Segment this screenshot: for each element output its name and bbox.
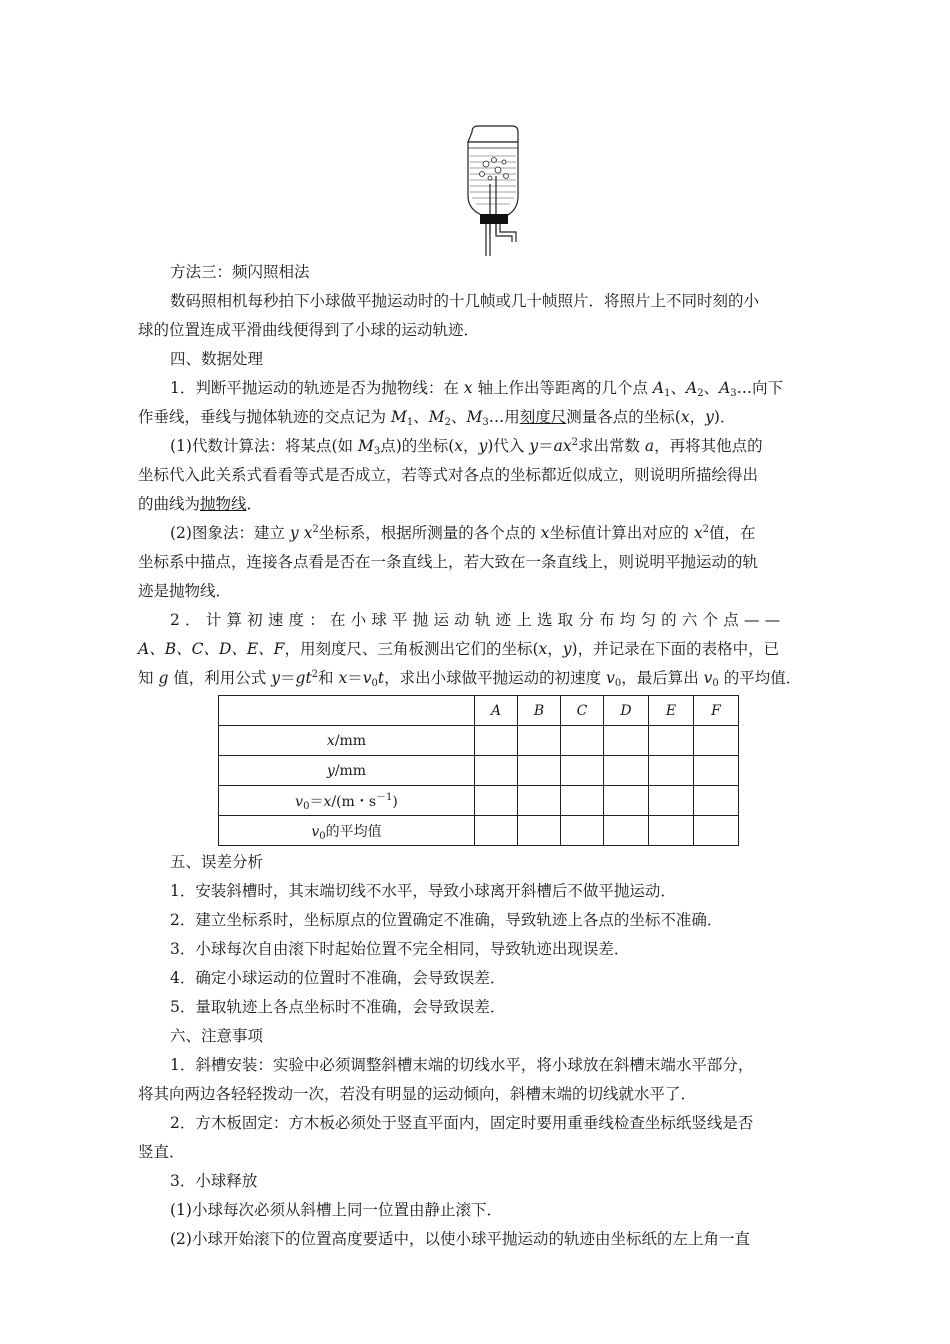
algebra-line2: 坐标代入此关系式看看等式是否成立，若等式对各点的坐标都近似成立，则说明所描绘得出 — [138, 466, 759, 484]
table-header-e: E — [649, 696, 694, 726]
table-row-y — [219, 756, 739, 786]
table-cell — [561, 756, 604, 786]
table-cell — [649, 756, 694, 786]
table-cell — [561, 816, 604, 846]
error-item: 5．量取轨迹上各点坐标时不准确，会导致误差． — [170, 998, 506, 1016]
table-cell — [561, 786, 604, 816]
data-table — [218, 695, 739, 846]
table-cell — [518, 756, 561, 786]
table-cell — [694, 726, 739, 756]
table-cell — [475, 786, 518, 816]
table-cell — [475, 816, 518, 846]
section4-title: 四、数据处理 — [170, 350, 264, 368]
ruler-term: 刻度尺 — [519, 408, 567, 426]
table-cell — [649, 726, 694, 756]
table-header-row — [219, 696, 739, 726]
method3-title: 方法三：频闪照相法 — [170, 263, 310, 281]
table-header-f: F — [694, 696, 739, 726]
table-cell — [694, 816, 739, 846]
item2-line3: 知 g 值，利用公式 $y=gt^2$和 $x=v_0t$，求出小球做平抛运动的初速度 $v_0$，最后算出 $v_0$ 的平均值． — [138, 669, 802, 689]
note3-item1: (1)小球每次必须从斜槽上同一位置由静止滚下． — [170, 1201, 502, 1219]
table-cell — [694, 786, 739, 816]
note1-line1: 1．斜槽安装：实验中必须调整斜槽末端的切线水平，将小球放在斜槽末端水平部分， — [170, 1056, 754, 1074]
table-cell — [604, 816, 649, 846]
method3-paragraph-line2: 球的位置连成平滑曲线便得到了小球的运动轨迹． — [138, 321, 480, 339]
section5-title: 五、误差分析 — [170, 853, 264, 871]
note3-title: 3．小球释放 — [170, 1172, 258, 1190]
item2-line1: 2．计算初速度：在小球平抛运动轨迹上选取分布均匀的六个点—— — [170, 611, 786, 629]
row-label-v0: $v_0=x/(m$・$s^{-1}$) — [219, 786, 475, 816]
document-body — [138, 258, 818, 1254]
table-header-c: C — [561, 696, 604, 726]
row-label-x: x/mm — [219, 726, 475, 756]
bottle-figure — [460, 124, 530, 264]
item1-line2: 作垂线，垂线与抛体轨迹的交点记为 $M_1$、$M_2$、$M_3\dots$用刻度尺测量各点的坐标(x，y)． — [138, 408, 736, 428]
row-label-average: $v_0$的平均值 — [219, 816, 475, 846]
table-header-d: D — [604, 696, 649, 726]
item2-line2: A、B、C、D、E、F，用刻度尺、三角板测出它们的坐标(x，y)，并记录在下面的表格中，已 — [138, 640, 780, 658]
table-row-average — [219, 816, 739, 846]
error-item: 1．安装斜槽时，其末端切线不水平，导致小球离开斜槽后不做平抛运动． — [170, 882, 676, 900]
note2-line1: 2．方木板固定：方木板必须处于竖直平面内，固定时要用重垂线检查坐标纸竖线是否 — [170, 1114, 754, 1132]
table-cell — [475, 726, 518, 756]
error-item: 4．确定小球运动的位置时不准确，会导致误差． — [170, 969, 506, 987]
table-row-v0 — [219, 786, 739, 816]
table-cell — [561, 726, 604, 756]
note1-line2: 将其向两边各轻轻拨动一次，若没有明显的运动倾向，斜槽末端的切线就水平了． — [138, 1085, 697, 1103]
table-header-b: B — [518, 696, 561, 726]
table-cell — [604, 756, 649, 786]
note2-line2: 竖直． — [138, 1143, 185, 1161]
row-label-y: y/mm — [219, 756, 475, 786]
graph-line2: 坐标系中描点，连接各点看是否在一条直线上，若大致在一条直线上，则说明平抛运动的轨 — [138, 553, 759, 571]
graph-line1: (2)图象法：建立 y $x^2$坐标系，根据所测量的各个点的 x坐标值计算出对应的 $x^2$值，在 — [170, 524, 756, 542]
table-cell — [518, 786, 561, 816]
table-row-x — [219, 726, 739, 756]
section6-title: 六、注意事项 — [170, 1027, 264, 1045]
table-cell — [649, 816, 694, 846]
error-item: 2．建立坐标系时，坐标原点的位置确定不准确，导致轨迹上各点的坐标不准确． — [170, 911, 723, 929]
table-cell — [518, 816, 561, 846]
method3-paragraph-line1: 数码照相机每秒拍下小球做平抛运动时的十几帧或几十帧照片．将照片上不同时刻的小 — [170, 292, 760, 310]
table-cell — [475, 756, 518, 786]
table-header-a: A — [475, 696, 518, 726]
bottle-diagram — [460, 124, 530, 264]
parabola-term: 抛物线 — [200, 495, 247, 513]
table-cell — [518, 726, 561, 756]
algebra-line1: (1)代数计算法：将某点(如 $M_3$点)的坐标(x，y)代入 $y=ax^2$求出常数 a，再将其他点的 — [170, 437, 763, 457]
table-corner-cell — [219, 696, 475, 726]
error-item: 3．小球每次自由滚下时起始位置不完全相同，导致轨迹出现误差． — [170, 940, 630, 958]
table-cell — [604, 726, 649, 756]
item1-line1: 1．判断平抛运动的轨迹是否为抛物线：在 x 轴上作出等距离的几个点 $A_1$、$A_2$、$A_3\dots$向下 — [170, 379, 784, 399]
note3-item2: (2)小球开始滚下的位置高度要适中，以使小球平抛运动的轨迹由坐标纸的左上角一直 — [170, 1230, 750, 1248]
table-cell — [694, 756, 739, 786]
table-cell — [604, 786, 649, 816]
algebra-line3: 的曲线为抛物线． — [138, 495, 263, 513]
graph-line3: 迹是抛物线． — [138, 582, 232, 600]
table-cell — [649, 786, 694, 816]
